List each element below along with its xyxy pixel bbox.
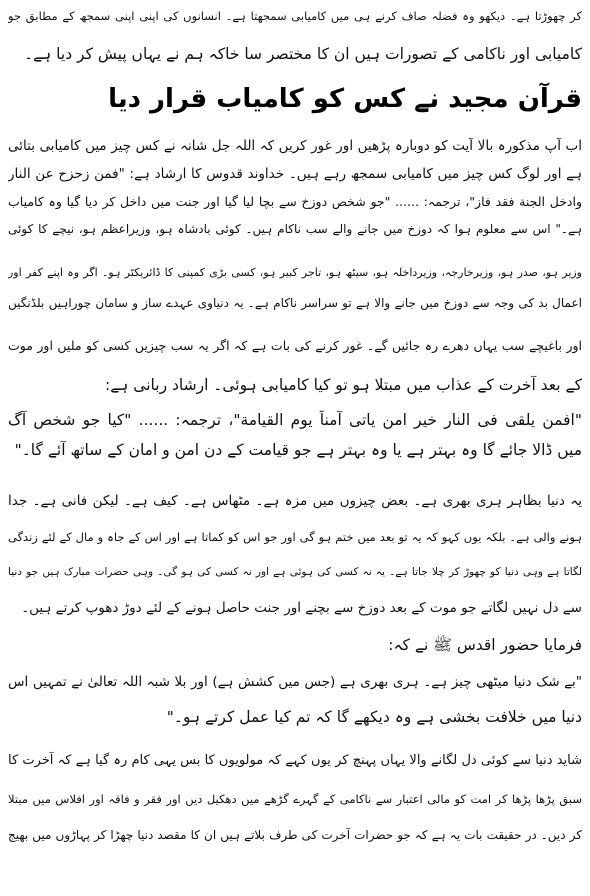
quote-line: "افمن یلقی فی النار خیر امن یاتی آمناً یوم القیامة"، ترجمہ: ...... "کیا جو شخص آگ bbox=[8, 411, 582, 429]
paragraph-line: وادخل الجنة فقد فاز"، ترجمہ: ...... "جو شخص دوزخ سے بچا لیا گیا اور جنت میں داخل کر دیا گیا وہ کامیاب bbox=[8, 194, 582, 209]
quote-line: میں ڈالا جائے گا وہ بہتر ہے یا وہ بہتر ہے جو قیامت کے دن امن و امان کے ساتھ آئے گا۔" bbox=[14, 441, 582, 459]
quote-line: دنیا میں خلافت بخشی ہے وہ دیکھے گا کہ تم کیا عمل کرتے ہو۔" bbox=[166, 708, 582, 726]
paragraph-line: ہے۔" اس سے معلوم ہوا کہ دوزخ میں جانے والے سب ناکام ہیں۔ کوئی بادشاہ ہو، وزیراعظم ہو، نیچے کا کوئی bbox=[8, 222, 582, 236]
paragraph-line: کامیابی اور ناکامی کے تصورات ہیں ان کا مختصر سا خاکہ ہم نے یہاں پیش کر دیا ہے۔ bbox=[23, 45, 582, 63]
paragraph-line: سے دل نہیں لگاتے جو موت کے بعد دوزخ سے بچنے اور جنت حاصل ہونے کے لئے دوڑ دھوپ کرتے ہیں۔ bbox=[21, 600, 582, 616]
paragraph-line: اب آپ مذکورہ بالا آیت کو دوبارہ پڑھیں اور غور کریں کہ اللہ جل شانہ نے کس چیز میں کامیابی بتائی bbox=[8, 138, 582, 154]
paragraph-line: کے بعد آخرت کے عذاب میں مبتلا ہو تو کیا کامیابی ہوئی۔ ارشاد ربانی ہے: bbox=[104, 376, 582, 394]
paragraph-line: سبق پڑھا پڑھا کر امت کو مالی اعتبار سے ناکامی کے گہرے گڑھے میں دھکیل دیں اور فقر و فاقہ اور افلاس میں مبتلا bbox=[8, 792, 582, 806]
section-heading: قرآن مجید نے کس کو کامیاب قرار دیا bbox=[108, 84, 582, 114]
paragraph-line: کر چھوڑتا ہے۔ دیکھو وہ فضلہ صاف کرنے ہی میں کامیابی سمجھتا ہے۔ انسانوں کی اپنی اپنی سمجھ کے مطابق جو bbox=[8, 9, 582, 23]
paragraph-line: اور باغیچے سب یہاں دھرے رہ جائیں گے۔ غور کرنے کی بات ہے کہ اگر یہ سب چیزیں کسی کو ملیں اور موت bbox=[8, 338, 582, 353]
paragraph-line: ہے اور لوگ کس چیز میں کامیابی سمجھ رہے ہیں۔ خداوند قدوس کا ارشاد ہے: "فمن زحزح عن النار bbox=[8, 166, 582, 182]
paragraph-line: شاید دنیا سے کوئی دل لگانے والا یہاں پہنچ کر یوں کہے کہ مولویوں کا بس یہی کام رہ گیا ہے کہ آخرت کا bbox=[8, 753, 582, 768]
paragraph-line: کر دیں۔ در حقیقت بات یہ ہے کہ جو حضرات آخرت کی طرف بلاتے ہیں ان کا مقصد دنیا چھڑا کر پہاڑوں میں بھیج bbox=[8, 828, 582, 842]
paragraph-line: یہ دنیا بظاہر ہری بھری ہے۔ بعض چیزوں میں مزہ ہے۔ مٹھاس ہے۔ کیف ہے۔ لیکن فانی ہے۔ جدا bbox=[8, 493, 582, 509]
paragraph-line: وزیر ہو، صدر ہو، وزیرخارجہ، وزیرداخلہ ہو، سیٹھ ہو، تاجر کبیر ہو، کسی بڑی کمپنی کا ڈائریکٹر ہو۔ اگر وہ اپنے کفر اور bbox=[8, 266, 582, 279]
paragraph-line: اعمال بد کی وجہ سے دوزخ میں جانے والا ہے تو سراسر ناکام ہے۔ یہ دنیاوی عہدے ساز و سامان چوراہیں بلڈنگیں bbox=[8, 296, 582, 310]
paragraph-line: لگاتا ہے وہی دنیا کو چھوڑ کر چلا جاتا ہے۔ یہ نہ کسی کی ہوئی ہے اور نہ کسی کی ہو گی۔ وہی حضرات مبارک ہیں جو دنیا bbox=[8, 566, 582, 578]
paragraph-line: فرمایا حضور اقدس ﷺ نے کہ: bbox=[388, 636, 582, 654]
paragraph-line: ہونے والی ہے۔ بلکہ یوں کہو کہ یہ تو بعد میں ختم ہو گی اور جو اس کو کماتا ہے اور اس کے جاہ و مال کے لئے زندگی bbox=[8, 530, 582, 544]
quote-line: "بے شک دنیا میٹھی چیز ہے۔ ہری بھری ہے (جس میں کشش ہے) اور بلا شبہ اللہ تعالیٰ نے تمہیں اس bbox=[8, 674, 582, 690]
